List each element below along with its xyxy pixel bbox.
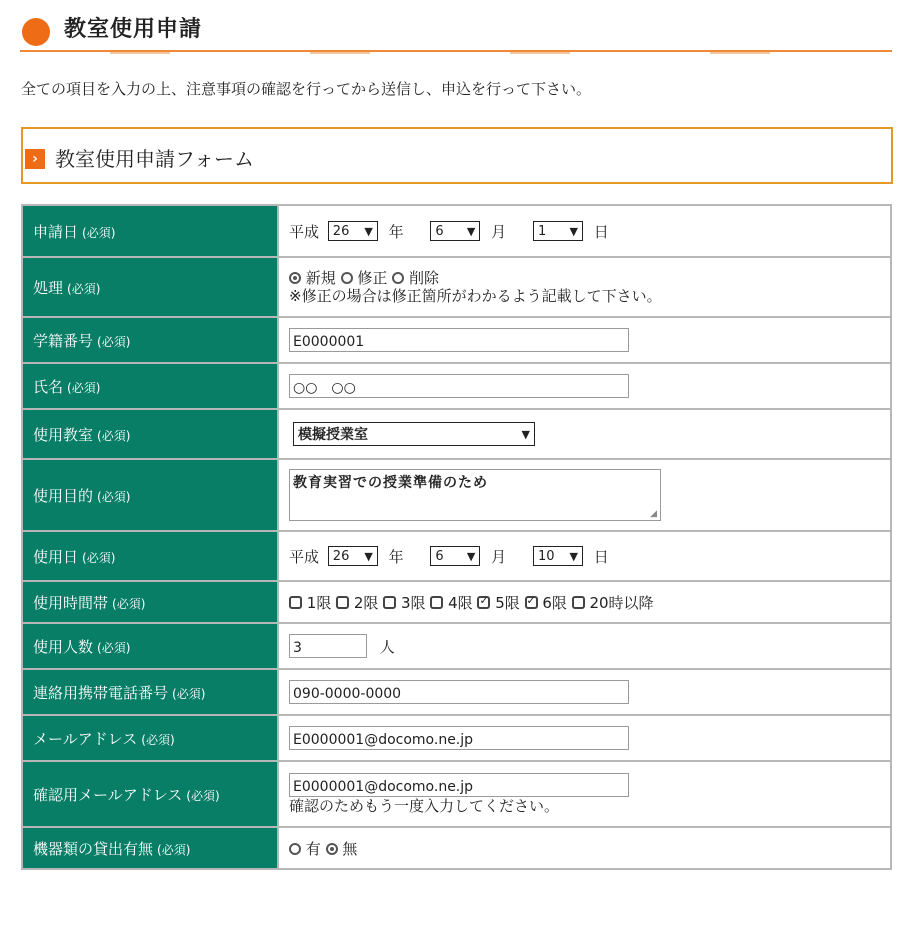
field-label: 処理 <box>33 278 64 297</box>
value-cell <box>278 827 891 869</box>
label-cell <box>22 715 278 761</box>
row-email-confirm <box>22 761 891 827</box>
value-cell <box>278 409 891 459</box>
label-cell <box>22 317 278 363</box>
orange-circle-icon <box>22 18 50 46</box>
required-mark: (必須) <box>67 380 101 395</box>
application-day-select[interactable] <box>533 221 583 241</box>
select-value: 6 <box>435 549 444 564</box>
chevron-right-icon: › <box>25 149 45 169</box>
label-cell <box>22 761 278 827</box>
label-cell <box>22 623 278 669</box>
field-label: メールアドレス <box>33 729 138 748</box>
application-form-table <box>21 204 892 870</box>
slot-3-checkbox[interactable] <box>383 596 396 609</box>
value-cell <box>278 459 891 531</box>
value-cell <box>278 205 891 257</box>
row-time-slots <box>22 581 891 623</box>
radio-label: 有 <box>305 839 321 858</box>
label-cell <box>22 669 278 715</box>
dropdown-arrow-icon: ▼ <box>521 428 530 441</box>
dropdown-arrow-icon: ▼ <box>569 225 578 238</box>
email-confirm-note: 確認のためもう一度入力してください。 <box>289 797 560 815</box>
row-name <box>22 363 891 409</box>
classroom-select[interactable] <box>293 422 535 446</box>
form-title: 教室使用申請フォーム <box>55 147 254 171</box>
dropdown-arrow-icon: ▼ <box>364 225 373 238</box>
purpose-textarea[interactable] <box>289 469 661 521</box>
value-cell <box>278 257 891 317</box>
day-unit: 日 <box>593 547 609 566</box>
checkbox-label: 6限 <box>542 593 567 612</box>
day-unit: 日 <box>593 222 609 241</box>
required-mark: (必須) <box>82 550 116 565</box>
required-mark: (必須) <box>157 842 191 857</box>
select-value: 1 <box>537 224 547 239</box>
required-mark: (必須) <box>82 225 116 240</box>
row-application-date <box>22 205 891 257</box>
required-mark: (必須) <box>97 489 131 504</box>
label-cell <box>22 531 278 581</box>
row-email <box>22 715 891 761</box>
phone-input[interactable]: 090-0000-0000 <box>289 680 629 704</box>
slot-2-checkbox[interactable] <box>336 596 349 609</box>
radio-label: 無 <box>342 839 358 858</box>
process-new-radio[interactable] <box>289 272 301 284</box>
year-unit: 年 <box>388 547 404 566</box>
radio-label: 削除 <box>408 269 439 287</box>
row-phone <box>22 669 891 715</box>
email-input[interactable]: E0000001@docomo.ne.jp <box>289 726 629 750</box>
name-input[interactable]: ○○ ○○ <box>289 374 629 398</box>
select-value: 26 <box>332 549 350 564</box>
people-unit: 人 <box>379 637 395 656</box>
row-student-id <box>22 317 891 363</box>
label-cell <box>22 459 278 531</box>
resize-grip-icon[interactable]: ◢ <box>650 509 658 519</box>
value-cell <box>278 623 891 669</box>
era-label: 平成 <box>289 547 320 566</box>
required-mark: (必須) <box>97 428 131 443</box>
select-value: 6 <box>435 224 444 239</box>
value-cell <box>278 669 891 715</box>
use-day-select[interactable] <box>533 546 583 566</box>
row-use-date <box>22 531 891 581</box>
field-label: 使用人数 <box>33 637 94 656</box>
value-cell <box>278 581 891 623</box>
checkbox-label: 4限 <box>448 593 473 612</box>
label-cell <box>22 827 278 869</box>
label-cell <box>22 409 278 459</box>
equipment-yes-radio[interactable] <box>289 843 301 855</box>
value-cell <box>278 531 891 581</box>
value-cell <box>278 363 891 409</box>
value-cell <box>278 761 891 827</box>
value-cell <box>278 317 891 363</box>
people-input[interactable]: 3 <box>289 634 367 658</box>
field-label: 氏名 <box>33 377 64 396</box>
select-value: 10 <box>537 549 555 564</box>
equipment-no-radio[interactable] <box>326 843 338 855</box>
field-label: 確認用メールアドレス <box>33 785 183 804</box>
process-edit-radio[interactable] <box>341 272 353 284</box>
process-delete-radio[interactable] <box>392 272 404 284</box>
month-unit: 月 <box>491 222 507 241</box>
header-divider-pattern <box>20 52 892 54</box>
dropdown-arrow-icon: ▼ <box>466 550 476 563</box>
required-mark: (必須) <box>67 281 101 296</box>
checkbox-label: 20時以降 <box>589 593 654 612</box>
field-label: 使用時間帯 <box>33 593 109 612</box>
field-label: 連絡用携帯電話番号 <box>33 683 169 702</box>
label-cell <box>22 257 278 317</box>
field-label: 使用目的 <box>33 486 94 505</box>
field-label: 使用日 <box>33 547 79 566</box>
slot-after-20-checkbox[interactable] <box>572 596 585 609</box>
slot-5-checkbox[interactable] <box>477 596 490 609</box>
month-unit: 月 <box>491 547 507 566</box>
required-mark: (必須) <box>186 788 220 803</box>
field-label: 申請日 <box>33 222 79 241</box>
era-label: 平成 <box>289 222 320 241</box>
required-mark: (必須) <box>172 686 206 701</box>
value-cell <box>278 715 891 761</box>
slot-4-checkbox[interactable] <box>430 596 443 609</box>
radio-label: 修正 <box>357 269 388 287</box>
year-unit: 年 <box>388 222 404 241</box>
textarea-value: 教育実習での授業準備のため <box>293 475 488 491</box>
row-equipment <box>22 827 891 869</box>
field-label: 学籍番号 <box>33 331 94 350</box>
page-header <box>20 6 892 52</box>
intro-text: 全ての項目を入力の上、注意事項の確認を行ってから送信し、申込を行って下さい。 <box>21 80 592 98</box>
checkbox-label: 3限 <box>401 593 426 612</box>
required-mark: (必須) <box>97 640 131 655</box>
use-year-select[interactable] <box>328 546 378 566</box>
dropdown-arrow-icon: ▼ <box>466 225 476 238</box>
checkbox-label: 5限 <box>495 593 520 612</box>
checkbox-label: 2限 <box>353 593 379 612</box>
required-mark: (必須) <box>97 334 131 349</box>
page-title: 教室使用申請 <box>64 17 203 42</box>
student-id-input[interactable]: E0000001 <box>289 328 629 352</box>
checkbox-label: 1限 <box>306 593 332 612</box>
row-process <box>22 257 891 317</box>
field-label: 機器類の貸出有無 <box>33 839 154 858</box>
row-purpose <box>22 459 891 531</box>
use-month-select[interactable] <box>430 546 480 566</box>
radio-label: 新規 <box>305 269 336 287</box>
process-note: ※修正の場合は修正箇所がわかるよう記載して下さい。 <box>289 287 662 305</box>
field-label: 使用教室 <box>33 425 94 444</box>
label-cell <box>22 581 278 623</box>
row-classroom <box>22 409 891 459</box>
application-year-select[interactable] <box>328 221 378 241</box>
application-month-select[interactable] <box>430 221 480 241</box>
slot-6-checkbox[interactable] <box>525 596 538 609</box>
dropdown-arrow-icon: ▼ <box>364 550 373 563</box>
row-people <box>22 623 891 669</box>
form-title-box <box>21 127 893 184</box>
select-value: 模擬授業室 <box>298 427 368 443</box>
required-mark: (必須) <box>112 596 146 611</box>
select-value: 26 <box>332 224 350 239</box>
email-confirm-input[interactable]: E0000001@docomo.ne.jp <box>289 773 629 797</box>
label-cell <box>22 363 278 409</box>
slot-1-checkbox[interactable] <box>289 596 302 609</box>
dropdown-arrow-icon: ▼ <box>569 550 578 563</box>
required-mark: (必須) <box>141 732 175 747</box>
label-cell <box>22 205 278 257</box>
